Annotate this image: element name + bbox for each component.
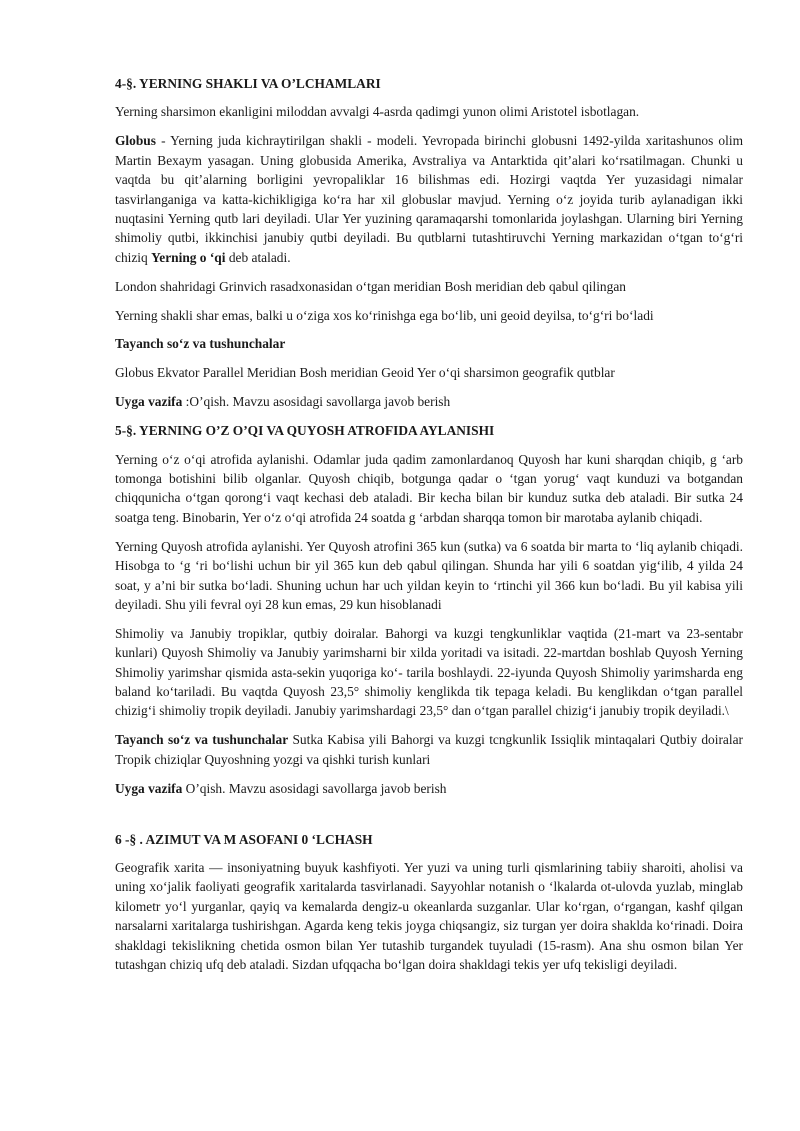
globus-text: - Yerning juda kichraytirilgan shakli - modeli. Yevropada birinchi globusni 1492-yilda xaritashunos olim Martin Bexaym yasagan. Uning globusida Amerika, Avstraliya va Antarktida qit’alari ko‘rsatilmagan. Chunki u vaqtda bu qit’alarning borligini yevropaliklar 16 bilishmas edi. Hozirgi vaqtda Yer yuzasidagi nimalar tasvirlanganiga va katta-kichikligiga ko‘ra har xil globuslar mavjud. Yerning o‘z joyida turib aylanadigan ikki nuqtasini Yerning qutb lari deyiladi. Ular Yer yuzining qaramaqarshi tomonlarida joylashgan. Ularning biri Yerning shimoliy qutbi, ikkinchisi janubiy qutbi deyiladi. Bu qutblarni tutashtiruvchi Yerning markazidan o‘tgan to‘g‘ri chiziq [115,133,743,265]
homework-label: Uyga vazifa [115,780,183,796]
homework-label: Uyga vazifa [115,394,183,410]
section-5-paragraph-3: Shimoliy va Janubiy tropiklar, qutbiy doiralar. Bahorgi va kuzgi tengkunliklar vaqtida (21-mart va 23-sentabr kunlari) Quyosh Shimoliy va Janubiy yarimsharni bir xilda yoritadi va isitadi. 22-martdan boshlab Quyosh Yerning Shimoliy yarimshar qismida asta-sekin yuqoriga ko‘- tarila boshlaydi. 22-iyunda Quyosh Shimoliy yarimsharda eng baland ko‘tariladi. Bu vaqtda Quyosh 23,5° shimoliy kenglikda tik tepaga keladi. Bu kenglikdan o‘tgan parallel chizig‘i shimoliy tropik deyiladi. Janubiy yarimshardagi 23,5° dan o‘tgan parallel chizig‘i janubiy tropik deyiladi.\ [115,625,743,719]
section-4-paragraph-globus [115,131,743,267]
section-4-paragraph-4: Yerning shakli shar emas, balki u o‘ziga xos ko‘rinishga ega bo‘lib, uni geoid deyilsa, to‘g‘ri bo‘ladi [115,307,654,323]
section-4-paragraph-3: London shahridagi Grinvich rasadxonasidan o‘tgan meridian Bosh meridian deb qabul qilingan [115,278,626,294]
terms-text: Sutka Kabisa yili Bahorgi va kuzgi tcngkunlik Issiqlik mintaqalari Qutbiy doiralar Tropik chiziqlar Quyoshning yozgi va qishki turish kunlari [115,732,743,767]
section-6-heading: 6 -§ . AZIMUT VA M ASOFANI 0 ‘LCHASH [115,831,373,847]
section-5-paragraph-1: Yerning o‘z o‘qi atrofida aylanishi. Odamlar juda qadim zamonlardanoq Quyosh har kuni sharqdan chiqib, g ‘arb tomonga botishini bilib olganlar. Quyosh chiqib, botgunga qadar o ‘tgan yorug‘ vaqt kunduzi va botgandan chiqqunicha o‘tgan qorong‘i vaqt kechasi deb ataladi. Bir kecha bilan bir kunduz sutka deb ataladi. Bir sutka 24 soatga teng. Binobarin, Yer o‘z o‘qi atrofida 24 soatda g ‘arbdan sharqqa tomon bir marotaba aylanib chiqadi. [115,451,743,525]
section-5-homework [115,779,743,798]
terms-title: Tayanch so‘z va tushunchalar [115,732,289,748]
globus-text-end: deb ataladi. [225,249,291,265]
homework-text: O’qish. Mavzu asosidagi savollarga javob berish [182,780,447,796]
section-spacer [115,808,743,830]
section-5-paragraph-2: Yerning Quyosh atrofida aylanishi. Yer Quyosh atrofini 365 kun (sutka) va 6 soatda bir marta to ‘liq aylanib chiqadi. Hisobga to ‘g ‘ri bo‘lishi uchun bir yil 365 kun deb qabul qilingan. Shunda har yili 6 soatdan yig‘ilib, 4 yilda 24 soat, y a’ni bir sutka bo‘ladi. Shuning uchun har uch yildan keyin to ‘rtinchi yil 366 kun bo‘ladi. Bu yil kabisa yili deyiladi. Shu yili fevral oyi 28 kun emas, 29 kun hisoblanadi [115,538,743,612]
section-4-heading: 4-§. YERNING SHAKLI VA O’LCHAMLARI [115,76,381,91]
section-6-paragraph-1: Geografik xarita — insoniyatning buyuk kashfiyoti. Yer yuzi va uning turli qismlarining tabiiy sharoiti, aholisi va uning xo‘jalik faoliyati geografik xaritalarda tasvirlanadi. Sayyohlar notanish o ‘lkalarda ot-ulovda yuzlab, minglab kilometr yo‘l yurganlar, qayiq va kemalarda dengiz-u okeanlarda suzganlar. Ular ko‘rgan, o‘rgangan, kashf qilgan narsalarni xaritalarga tushirishgan. Agarda keng tekis joyga chiqsangiz, siz turgan yer doira shaklda ko‘rinadi. Doira shakldagi tekislikning chetida osmon bilan Yer tutashib turgandek tuyuladi (15-rasm). Ana shu osmon bilan Yer tutashgan chiziq ufq deb ataladi. Sizdan ufqqacha bo‘lgan doira shakldagi tekis yer ufq tekisligi deyiladi. [115,860,743,973]
globus-term: Globus [115,133,156,149]
section-5-heading: 5-§. YERNING O’Z O’QI VA QUYOSH ATROFIDA AYLANISHI [115,423,495,439]
section-4-terms: Globus Ekvator Parallel Meridian Bosh meridian Geoid Yer o‘qi sharsimon geografik qutblar [115,365,615,381]
earth-axis-term: Yerning o ‘qi [151,249,226,265]
section-5-terms [115,730,743,769]
homework-text: :O’qish. Mavzu asosidagi savollarga javob berish [182,394,451,410]
section-4-terms-title: Tayanch so‘z va tushunchalar [115,336,286,352]
section-4-paragraph-1: Yerning sharsimon ekanligini miloddan avvalgi 4-asrda qadimgi yunon olimi Aristotel isbotlagan. [115,104,640,120]
section-4-homework [115,392,743,411]
